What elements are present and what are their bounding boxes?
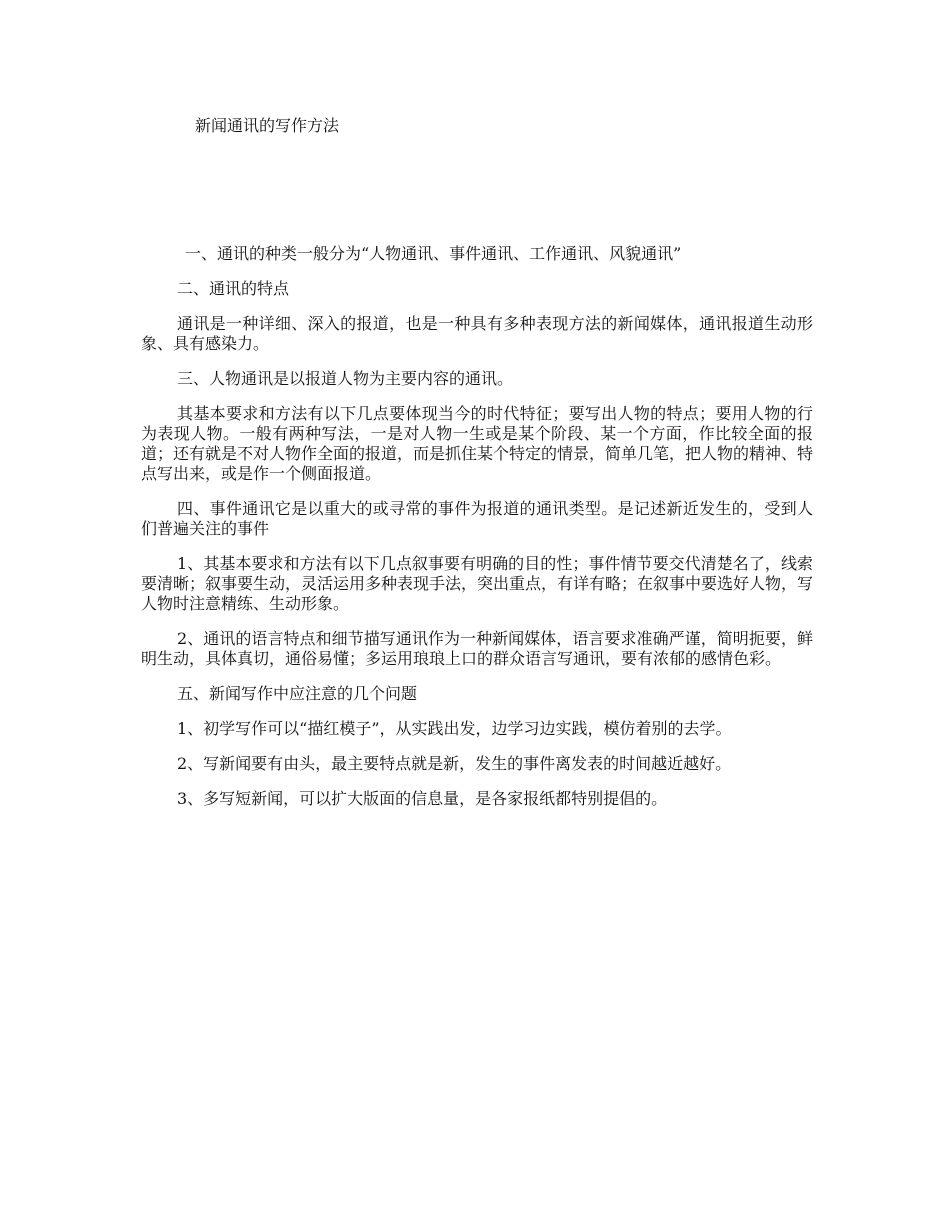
paragraph-reportage-definition: 通讯是一种详细、深入的报道，也是一种具有多种表现方法的新闻媒体，通讯报道生动形象、具有感染力。 [141, 314, 813, 353]
paragraph-language-features: 2、通讯的语言特点和细节描写通讯作为一种新闻媒体，语言要求准确严谨，简明扼要，鲜明生动，具体真切，通俗易懂；多运用琅琅上口的群众语言写通讯，要有浓郁的感情色彩。 [141, 629, 813, 668]
paragraph-issue-1: 1、初学写作可以“描红模子”，从实践出发，边学习边实践，模仿着别的去学。 [177, 719, 732, 738]
paragraph-person-reportage-methods: 其基本要求和方法有以下几点要体现当今的时代特征；要写出人物的特点；要用人物的行为表现人物。一般有两种写法，一是对人物一生或是某个阶段、某一个方面，作比较全面的报道；还有就是不对人物作全面的报道，而是抓住某个特定的情景，简单几笔，把人物的精神、特点写出来，或是作一个侧面报道。 [141, 404, 814, 483]
document-title: 新闻通讯的写作方法 [195, 116, 340, 135]
paragraph-event-reportage: 四、事件通讯它是以重大的或寻常的事件为报道的通讯类型。是记述新近发生的，受到人们普遍关注的事件 [141, 499, 813, 538]
paragraph-issue-2: 2、写新闻要有由头，最主要特点就是新，发生的事件离发表的时间越近越好。 [177, 754, 732, 773]
heading-reportage-features: 二、通讯的特点 [177, 279, 290, 298]
paragraph-event-reportage-methods: 1、其基本要求和方法有以下几点叙事要有明确的目的性；事件情节要交代清楚名了，线索要清晰；叙事要生动，灵活运用多种表现手法，突出重点，有详有略；在叙事中要选好人物，写人物时注意精练、生动形象。 [141, 554, 814, 613]
document-body [141, 244, 813, 824]
paragraph-types-of-reportage: 一、通讯的种类一般分为“人物通讯、事件通讯、工作通讯、风貌通讯” [185, 244, 682, 263]
heading-writing-issues: 五、新闻写作中应注意的几个问题 [177, 684, 418, 703]
paragraph-issue-3: 3、多写短新闻，可以扩大版面的信息量，是各家报纸都特别提倡的。 [177, 789, 668, 808]
heading-person-reportage: 三、人物通讯是以报道人物为主要内容的通讯。 [177, 369, 514, 388]
